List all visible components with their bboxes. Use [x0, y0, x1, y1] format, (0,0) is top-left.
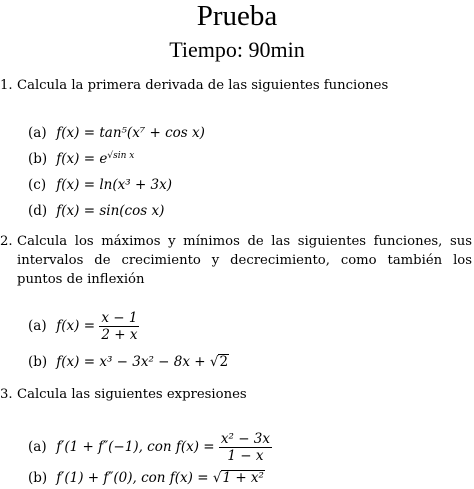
question-1-item-a [28, 123, 205, 143]
question-number: 2. [0, 234, 13, 249]
sqrt-radicand: 1 + x² [222, 470, 264, 486]
question-2-item-a [28, 310, 139, 343]
sqrt-sign: √ [212, 470, 222, 486]
page-title: Prueba [196, 0, 278, 32]
question-text: Calcula las siguientes expresiones [17, 387, 247, 402]
item-label: (c) [28, 177, 47, 193]
item-expression: f′(1 + f″(−1), con f(x) = [56, 439, 219, 455]
sqrt-radicand: 2 [219, 354, 229, 370]
question-3-item-a [28, 431, 272, 464]
fraction [219, 431, 272, 464]
item-formula-exponent: √sin x [107, 151, 135, 161]
item-lhs: f(x) = [56, 125, 100, 141]
item-formula-base: e [99, 151, 108, 167]
item-formula: tan⁵(x⁷ + cos x) [99, 125, 205, 141]
item-label: (a) [28, 439, 47, 455]
question-1-item-c [28, 175, 172, 195]
question-number: 1. [0, 78, 13, 93]
fraction-denominator: 2 + x [101, 327, 138, 343]
question-1-item-d [28, 201, 164, 221]
item-label: (b) [28, 470, 48, 486]
item-formula: sin(cos x) [99, 203, 165, 219]
item-lhs: f(x) = [56, 177, 100, 193]
item-label: (b) [28, 354, 48, 370]
page-subtitle: Tiempo: 90min [169, 37, 305, 62]
fraction-numerator: x − 1 [101, 310, 138, 326]
fraction [99, 310, 139, 343]
item-expression: f′(1) + f″(0), con f(x) = [56, 470, 213, 486]
item-lhs: f(x) = [56, 203, 100, 219]
item-lhs: f(x) = [56, 151, 100, 167]
question-text: Calcula la primera derivada de las siguientes funciones [17, 78, 389, 93]
fraction-numerator: x² − 3x [220, 431, 271, 447]
fraction-denominator: 1 − x [227, 448, 264, 464]
item-label: (d) [28, 203, 48, 219]
item-label: (a) [28, 125, 47, 141]
item-formula: ln(x³ + 3x) [99, 177, 173, 193]
item-label: (a) [28, 318, 47, 334]
question-number: 3. [0, 387, 13, 402]
question-1-item-b [28, 149, 134, 169]
item-label: (b) [28, 151, 48, 167]
question-3-item-b [28, 468, 265, 488]
question-text: Calcula los máximos y mínimos de las siguientes funciones, sus intervalos de crecimiento y decrecimiento, como también los puntos de inflexión [17, 234, 472, 287]
item-formula: x³ − 3x² − 8x + [99, 354, 210, 370]
item-lhs: f(x) = [56, 318, 100, 334]
question-2-item-b [28, 352, 229, 372]
item-lhs: f(x) = [56, 354, 100, 370]
sqrt-sign: √ [209, 354, 219, 370]
